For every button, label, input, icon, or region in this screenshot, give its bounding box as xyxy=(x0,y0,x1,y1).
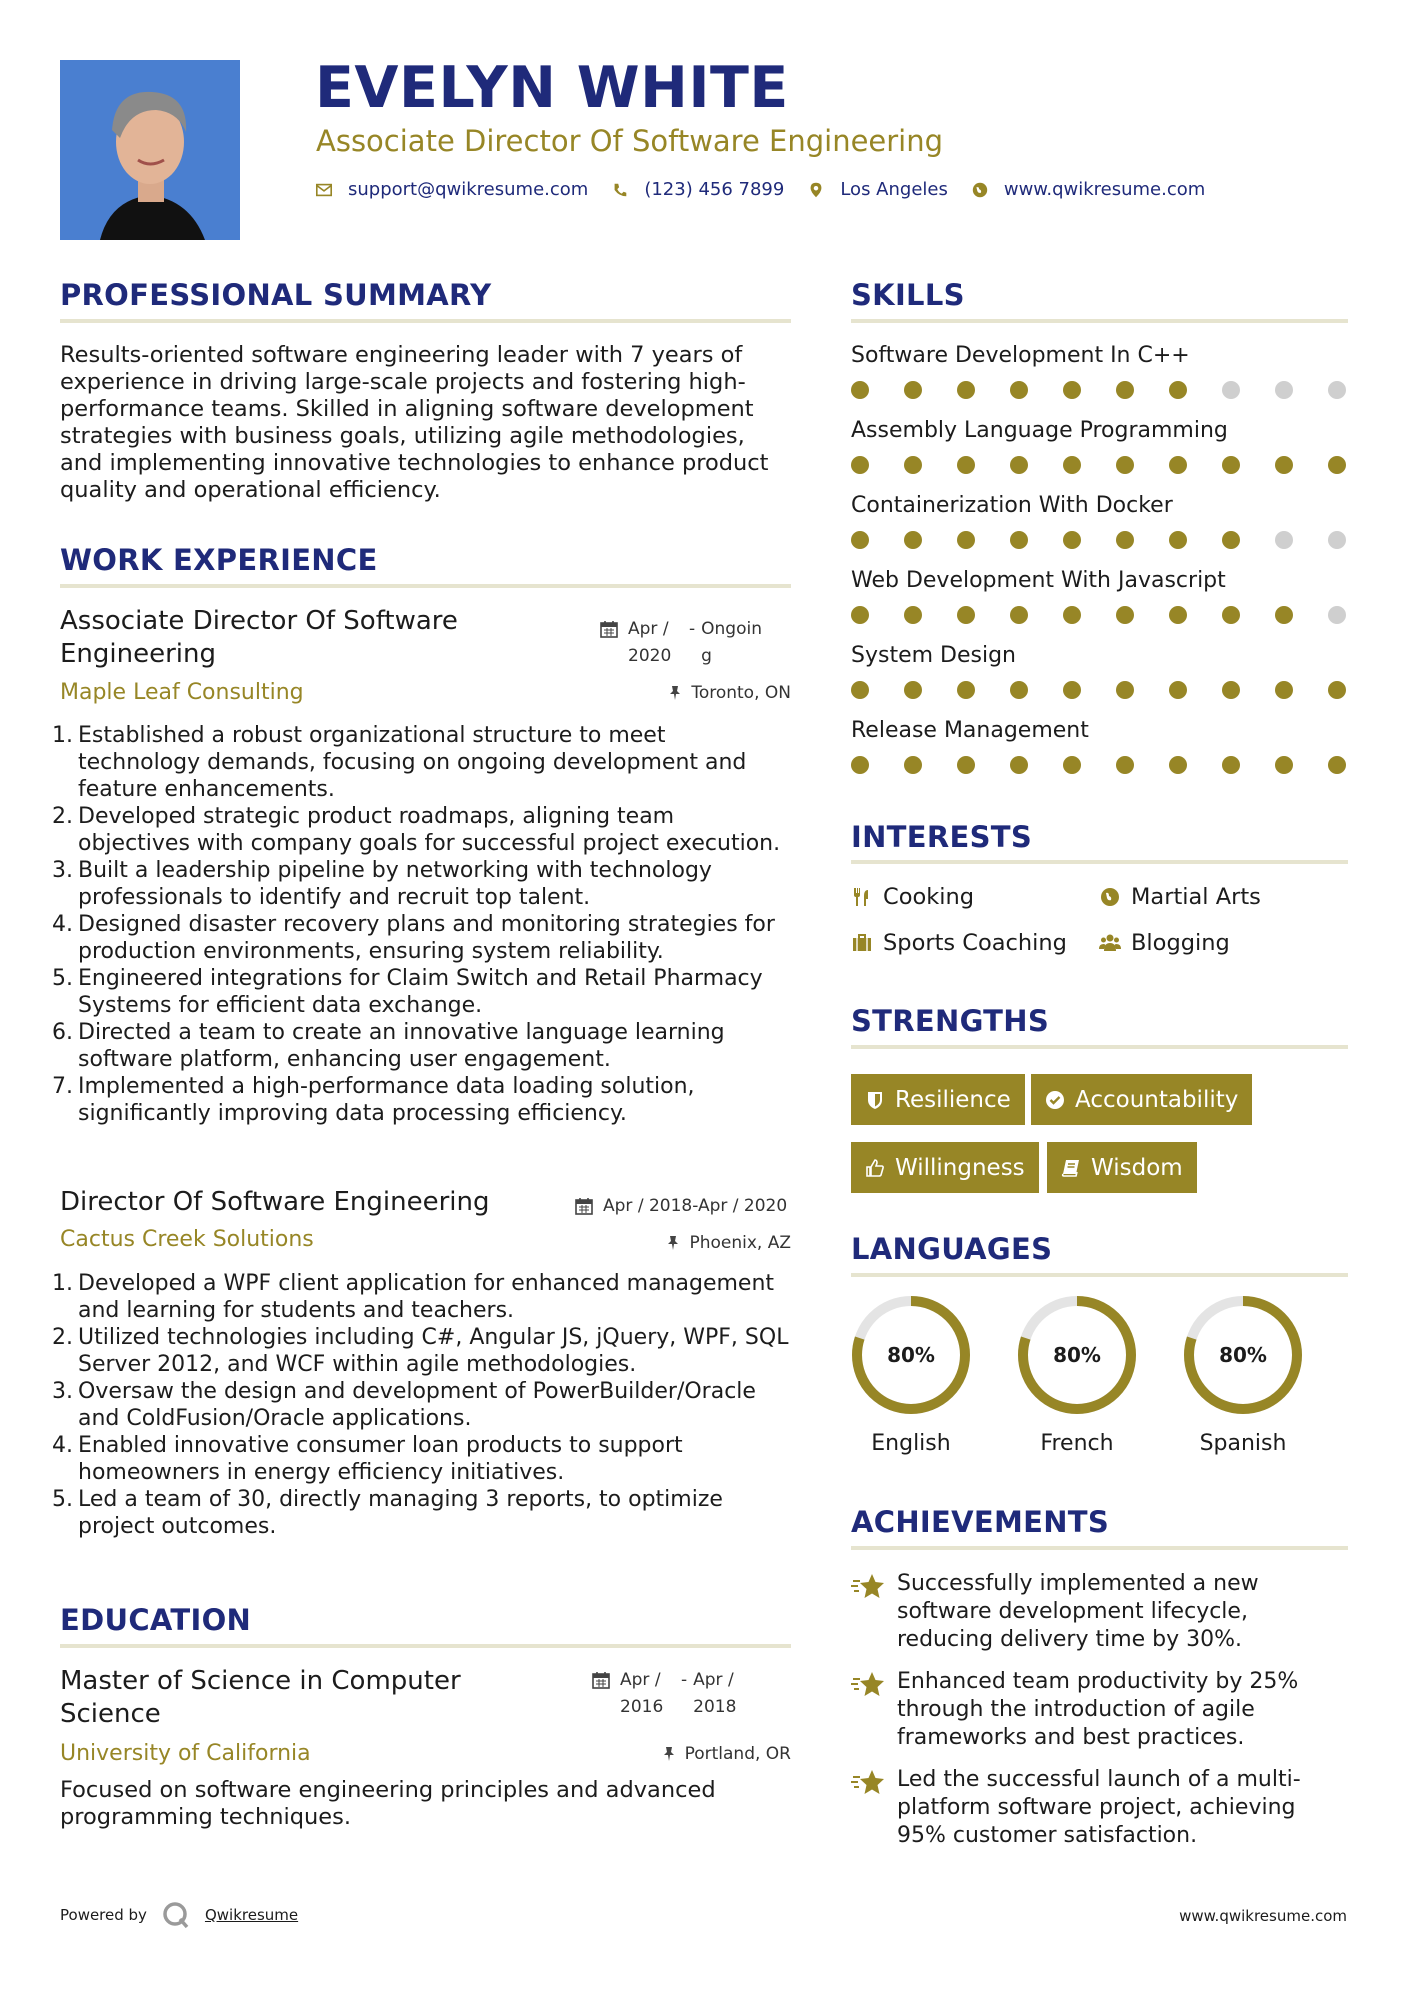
job-date-start: Apr / 2020 xyxy=(628,619,672,666)
skill-rating xyxy=(851,531,1351,551)
contact-phone[interactable] xyxy=(610,179,784,200)
strengths-heading: STRENGTHS xyxy=(851,1004,1050,1038)
contact-website-text: www.qwikresume.com xyxy=(1003,179,1206,200)
rating-dot-filled xyxy=(1010,756,1028,774)
rating-dot-filled xyxy=(1222,681,1240,699)
shield-icon xyxy=(865,1090,885,1110)
education-location xyxy=(661,1744,791,1764)
book-icon xyxy=(1061,1158,1081,1178)
job-location xyxy=(665,1233,791,1253)
contact-email[interactable] xyxy=(314,179,588,200)
list-item: 4. Designed disaster recovery plans and monitoring strategies for production environments, ensuring system reliability. xyxy=(52,912,775,964)
date-separator: - xyxy=(681,1670,688,1690)
rating-dot-filled xyxy=(851,456,869,474)
rating-dot-empty xyxy=(1328,381,1346,399)
rating-dot-filled xyxy=(1063,681,1081,699)
education-location-text: Portland, OR xyxy=(684,1744,791,1764)
language-ring xyxy=(1181,1293,1305,1417)
strengths-rule xyxy=(851,1045,1348,1049)
rating-dot-filled xyxy=(1010,681,1028,699)
calendar-icon xyxy=(592,1671,610,1689)
skill-rating xyxy=(851,381,1351,401)
star-icon xyxy=(851,1572,885,1602)
rating-dot-filled xyxy=(851,756,869,774)
list-item: 1. Developed a WPF client application for enhanced management and learning for students and teachers. xyxy=(52,1271,775,1323)
list-item: 7. Implemented a high-performance data loading solution, significantly improving data processing efficiency. xyxy=(52,1074,695,1126)
skill-name: System Design xyxy=(851,643,1016,668)
rating-dot-empty xyxy=(1328,606,1346,624)
job-date xyxy=(575,1193,787,1220)
language-ring xyxy=(849,1293,973,1417)
rating-dot-empty xyxy=(1328,531,1346,549)
strength-tag: Accountability xyxy=(1031,1074,1252,1125)
language-name: Spanish xyxy=(1199,1431,1287,1456)
company-name: Cactus Creek Solutions xyxy=(60,1227,314,1252)
footer-powered-by xyxy=(60,1900,298,1930)
rating-dot-filled xyxy=(1063,606,1081,624)
rating-dot-filled xyxy=(1328,756,1346,774)
summary-heading: PROFESSIONAL SUMMARY xyxy=(60,278,492,312)
achievements-heading: ACHIEVEMENTS xyxy=(851,1505,1110,1539)
contact-phone-text: (123) 456 7899 xyxy=(644,179,785,200)
rating-dot-filled xyxy=(1116,531,1134,549)
education-rule xyxy=(60,1644,791,1648)
pin-icon xyxy=(665,1235,681,1251)
languages-heading: LANGUAGES xyxy=(851,1232,1053,1266)
list-item: 3. Oversaw the design and development of PowerBuilder/Oracle and ColdFusion/Oracle applications. xyxy=(52,1379,756,1431)
interests-rule xyxy=(851,860,1348,864)
rating-dot-filled xyxy=(904,681,922,699)
date-separator: - xyxy=(689,619,696,639)
degree-title: Master of Science in Computer Science xyxy=(60,1666,461,1729)
rating-dot-filled xyxy=(1010,531,1028,549)
map-marker-icon xyxy=(806,180,826,200)
rating-dot-filled xyxy=(1222,756,1240,774)
contact-website[interactable] xyxy=(970,179,1205,200)
job-bullets xyxy=(52,1270,792,1540)
rating-dot-empty xyxy=(1222,381,1240,399)
contact-location xyxy=(806,179,948,200)
language-percent: 80% xyxy=(1053,1343,1101,1367)
company-name: Maple Leaf Consulting xyxy=(60,680,304,705)
experience-rule xyxy=(60,584,791,588)
rating-dot-filled xyxy=(957,456,975,474)
education-date-start: Apr / 2016 xyxy=(620,1670,664,1717)
rating-dot-filled xyxy=(1222,456,1240,474)
job-location xyxy=(667,683,791,703)
rating-dot-filled xyxy=(1222,531,1240,549)
languages-rule xyxy=(851,1273,1348,1277)
rating-dot-filled xyxy=(1116,606,1134,624)
rating-dot-filled xyxy=(851,681,869,699)
job-title: Associate Director Of Software Engineering xyxy=(60,606,458,669)
rating-dot-empty xyxy=(1275,381,1293,399)
list-item: 2. Developed strategic product roadmaps, aligning team objectives with company goals for successful project execution. xyxy=(52,804,781,856)
rating-dot-filled xyxy=(1169,756,1187,774)
skill-name: Containerization With Docker xyxy=(851,493,1173,518)
rating-dot-filled xyxy=(1116,381,1134,399)
school-name: University of California xyxy=(60,1741,311,1766)
rating-dot-filled xyxy=(1169,381,1187,399)
contact-bar xyxy=(314,179,1227,200)
list-item: 5. Engineered integrations for Claim Switch and Retail Pharmacy Systems for efficient data exchange. xyxy=(52,966,763,1018)
rating-dot-filled xyxy=(1275,606,1293,624)
strength-tag: Willingness xyxy=(851,1142,1039,1193)
achievement-item: Enhanced team productivity by 25% through the introduction of agile frameworks and best practices. xyxy=(851,1668,1321,1752)
job-location-text: Phoenix, AZ xyxy=(689,1233,791,1253)
skill-rating xyxy=(851,606,1351,626)
rating-dot-filled xyxy=(1116,756,1134,774)
profile-photo xyxy=(60,60,240,240)
achievement-item: Led the successful launch of a multi-platform software project, achieving 95% customer satisfaction. xyxy=(851,1766,1321,1850)
briefcase-icon xyxy=(851,932,873,954)
contact-location-text: Los Angeles xyxy=(840,179,948,200)
rating-dot-filled xyxy=(1063,456,1081,474)
rating-dot-filled xyxy=(904,756,922,774)
language-percent: 80% xyxy=(1219,1343,1267,1367)
rating-dot-filled xyxy=(957,606,975,624)
rating-dot-filled xyxy=(851,606,869,624)
rating-dot-empty xyxy=(1275,531,1293,549)
language-name: English xyxy=(871,1431,951,1456)
interest-item: Sports Coaching xyxy=(851,930,1067,956)
contact-email-text: support@qwikresume.com xyxy=(348,179,589,200)
strength-tag: Wisdom xyxy=(1047,1142,1197,1193)
language-percent: 80% xyxy=(887,1343,935,1367)
list-item: 3. Built a leadership pipeline by networking with technology professionals to identify and recruit top talent. xyxy=(52,858,712,910)
skill-rating xyxy=(851,756,1351,776)
rating-dot-filled xyxy=(1010,381,1028,399)
rating-dot-filled xyxy=(1169,531,1187,549)
education-date xyxy=(592,1667,748,1721)
job-date-range: Apr / 2018-Apr / 2020 xyxy=(603,1196,788,1216)
list-item: 1. Established a robust organizational structure to meet technology demands, focusing on ongoing development and feature enhancements. xyxy=(52,723,747,802)
interest-item: Cooking xyxy=(851,884,974,910)
rating-dot-filled xyxy=(957,681,975,699)
rating-dot-filled xyxy=(1010,456,1028,474)
interest-item: Blogging xyxy=(1099,930,1230,956)
achievement-item: Successfully implemented a new software development lifecycle, reducing delivery time by 30%. xyxy=(851,1570,1321,1654)
interest-item: Martial Arts xyxy=(1099,884,1261,910)
job-location-text: Toronto, ON xyxy=(691,683,791,703)
job-date xyxy=(600,616,771,670)
rating-dot-filled xyxy=(851,381,869,399)
rating-dot-filled xyxy=(1275,756,1293,774)
rating-dot-filled xyxy=(1010,606,1028,624)
skill-name: Software Development In C++ xyxy=(851,343,1190,368)
strength-tag: Resilience xyxy=(851,1074,1025,1125)
skill-name: Release Management xyxy=(851,718,1089,743)
rating-dot-filled xyxy=(1222,606,1240,624)
rating-dot-filled xyxy=(957,756,975,774)
rating-dot-filled xyxy=(1116,681,1134,699)
rating-dot-filled xyxy=(1116,456,1134,474)
rating-dot-filled xyxy=(1063,756,1081,774)
envelope-icon xyxy=(314,180,334,200)
summary-text: Results-oriented software engineering leader with 7 years of experience in driving large-scale projects and fostering high-performance teams. Skilled in aligning software development strategies with business goals, utilizing agile methodologies, and implementing innovative technologies to enhance product quality and operational efficiency. xyxy=(60,342,769,503)
skill-rating xyxy=(851,456,1351,476)
skills-heading: SKILLS xyxy=(851,278,965,312)
rating-dot-filled xyxy=(957,381,975,399)
rating-dot-filled xyxy=(1328,681,1346,699)
rating-dot-filled xyxy=(904,531,922,549)
job-bullets xyxy=(52,722,792,1127)
rating-dot-filled xyxy=(904,456,922,474)
summary-rule xyxy=(60,319,791,323)
language-ring xyxy=(1015,1293,1139,1417)
interests-heading: INTERESTS xyxy=(851,820,1033,854)
candidate-name: EVELYN WHITE xyxy=(315,55,789,121)
list-item: 4. Enabled innovative consumer loan products to support homeowners in energy efficiency initiatives. xyxy=(52,1433,683,1485)
education-heading: EDUCATION xyxy=(60,1603,252,1637)
star-icon xyxy=(851,1768,885,1798)
powered-by-label: Powered by xyxy=(60,1906,147,1924)
rating-dot-filled xyxy=(1328,456,1346,474)
calendar-icon xyxy=(600,620,618,638)
skill-name: Web Development With Javascript xyxy=(851,568,1226,593)
calendar-icon xyxy=(575,1197,593,1215)
qwikresume-link[interactable]: Qwikresume xyxy=(204,1906,299,1924)
pin-icon xyxy=(661,1746,677,1762)
utensils-icon xyxy=(851,886,873,908)
list-item: 5. Led a team of 30, directly managing 3 reports, to optimize project outcomes. xyxy=(52,1487,723,1539)
pin-icon xyxy=(667,685,683,701)
job-date-end: Ongoing xyxy=(701,619,762,666)
rating-dot-filled xyxy=(1275,681,1293,699)
skill-rating xyxy=(851,681,1351,701)
rating-dot-filled xyxy=(1063,531,1081,549)
rating-dot-filled xyxy=(1169,456,1187,474)
rating-dot-filled xyxy=(1169,681,1187,699)
globe-icon xyxy=(1099,886,1121,908)
rating-dot-filled xyxy=(957,531,975,549)
thumbs-up-icon xyxy=(865,1158,885,1178)
check-circle-icon xyxy=(1045,1090,1065,1110)
globe-icon xyxy=(970,180,990,200)
rating-dot-filled xyxy=(904,381,922,399)
users-icon xyxy=(1099,932,1121,954)
list-item: 2. Utilized technologies including C#, Angular JS, jQuery, WPF, SQL Server 2012, and WCF within agile methodologies. xyxy=(52,1325,789,1377)
list-item: 6. Directed a team to create an innovative language learning software platform, enhancing user engagement. xyxy=(52,1020,725,1072)
rating-dot-filled xyxy=(1169,606,1187,624)
education-date-end: Apr / 2018 xyxy=(693,1670,737,1717)
achievements-rule xyxy=(851,1546,1348,1550)
skill-name: Assembly Language Programming xyxy=(851,418,1228,443)
education-description: Focused on software engineering principles and advanced programming techniques. xyxy=(60,1777,716,1830)
qwikresume-logo-icon xyxy=(161,1900,191,1930)
rating-dot-filled xyxy=(904,606,922,624)
footer-website[interactable]: www.qwikresume.com xyxy=(1179,1907,1347,1925)
phone-icon xyxy=(610,180,630,200)
language-name: French xyxy=(1040,1431,1114,1456)
skills-rule xyxy=(851,319,1348,323)
experience-heading: WORK EXPERIENCE xyxy=(60,543,378,577)
star-icon xyxy=(851,1670,885,1700)
rating-dot-filled xyxy=(851,531,869,549)
rating-dot-filled xyxy=(1275,456,1293,474)
job-title: Director Of Software Engineering xyxy=(60,1187,490,1217)
candidate-role: Associate Director Of Software Engineering xyxy=(316,124,944,158)
rating-dot-filled xyxy=(1063,381,1081,399)
